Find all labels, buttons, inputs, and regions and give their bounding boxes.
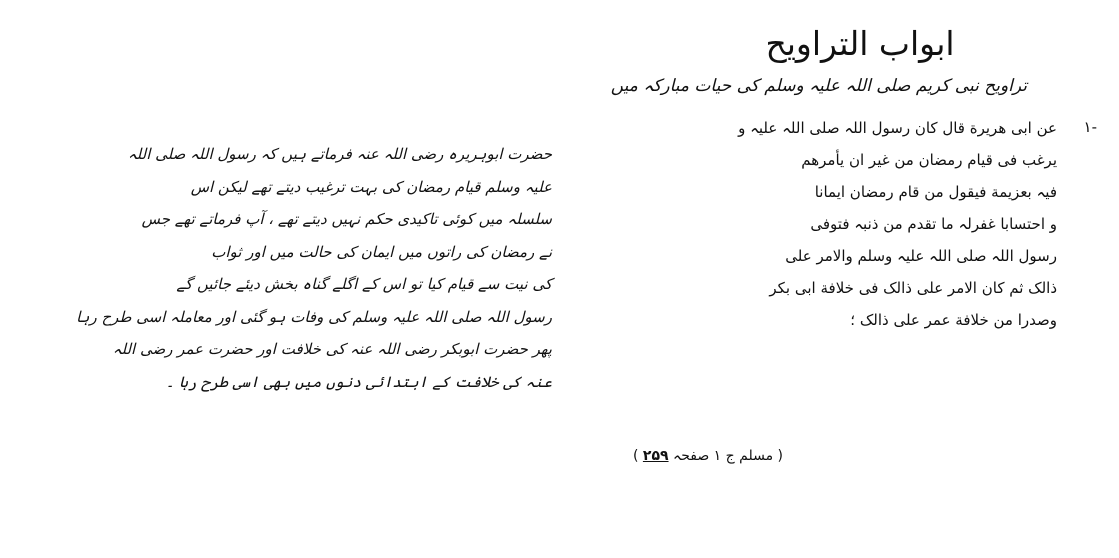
translation-line: نے رمضان کی راتوں میں ایمان کی حالت میں اور ثواب	[211, 242, 552, 261]
hadith-line: فیہ بعزیمة فیقول من قام رمضان ایمانا	[814, 183, 1057, 201]
translation-line: پھر حضرت ابوبکر رضی اللہ عنہ کی خلافت اور حضرت عمر رضی اللہ	[112, 340, 552, 358]
urdu-translation-section	[12, 140, 552, 400]
hadith-line: ذالک ثم کان الامر علی ذالک فی خلافة ابی بکر	[769, 279, 1057, 297]
reference-suffix: )	[632, 448, 639, 464]
translation-line: سلسلہ میں کوئی تاکیدی حکم نہیں دیتے تھے ، آپ فرماتے تھے جس	[141, 210, 552, 228]
hadith-number: ۱-	[1083, 118, 1097, 136]
hadith-text	[617, 114, 1057, 338]
chapter-subtitle: تراویح نبی کریم صلی اللہ علیہ وسلم کی حیات مبارکہ میں	[610, 76, 1027, 96]
hadith-line: وصدرا من خلافة عمر علی ذالک ؛	[850, 311, 1057, 329]
hadith-line: رسول اللہ صلی اللہ علیہ وسلم والامر علی	[785, 247, 1057, 265]
chapter-title: ابواب التراويح	[765, 24, 955, 63]
reference-page-number: ۲۵۹	[642, 448, 669, 464]
translation-line: کی نیت سے قیام کیا تو اس کے اگلے گناہ بخش دیئے جائیں گے	[176, 275, 552, 293]
translation-line: حضرت ابوہریرہ رضی اللہ عنہ فرماتے ہیں کہ رسول اللہ صلی اللہ	[127, 145, 552, 163]
reference-prefix: ( مسلم ج ۱ صفحہ	[673, 448, 783, 464]
hadith-line: عن ابی ھریرة قال کان رسول اللہ صلی اللہ علیہ و	[738, 119, 1057, 137]
urdu-translation-text	[12, 140, 552, 400]
translation-line: رسول اللہ صلی اللہ علیہ وسلم کی وفات ہو گئی اور معاملہ اسی طرح رہا	[76, 307, 552, 326]
source-reference	[633, 446, 783, 466]
hadith-line: یرغب فی قیام رمضان من غیر ان یأمرھم	[801, 151, 1057, 169]
translation-line: عنہ کی خلافت کے ابتدائی دنوں میں بھی اسی طرح رہا ۔	[165, 372, 552, 391]
arabic-hadith-section	[575, 18, 1105, 538]
translation-line: علیہ وسلم قیام رمضان کی بہت ترغیب دیتے تھے لیکن اس	[190, 177, 552, 196]
hadith-line: و احتسابا غفرلہ ما تقدم من ذنبہ فتوفی	[810, 215, 1057, 233]
